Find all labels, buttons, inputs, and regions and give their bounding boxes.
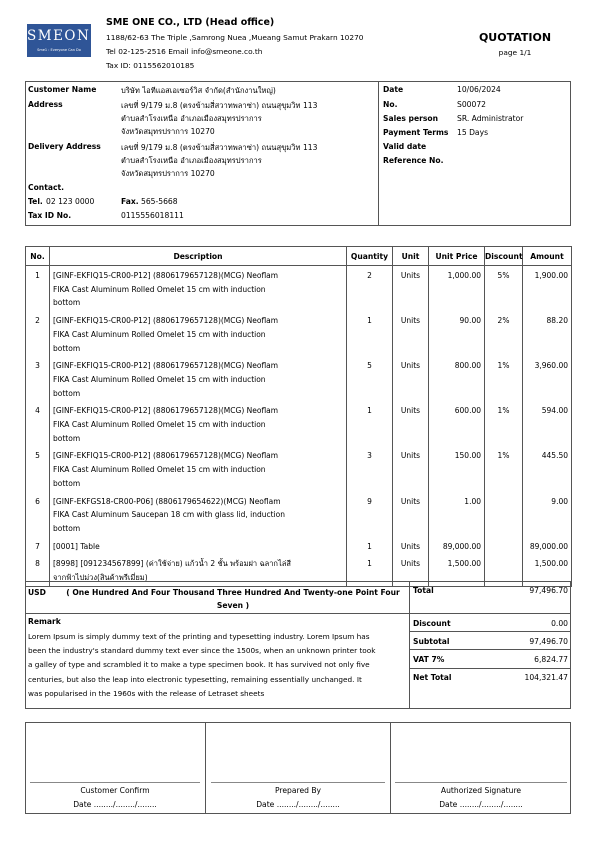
description-line: bottom bbox=[53, 343, 81, 353]
remark-text bbox=[28, 630, 375, 701]
sales-value: SR. Administrator bbox=[457, 114, 524, 123]
summary-line bbox=[409, 631, 571, 632]
row-unit-price: 90.00 bbox=[429, 311, 485, 356]
company-contact: Tel 02-125-2516 Email info@smeone.co.th bbox=[106, 47, 263, 56]
sales-label: Sales person bbox=[383, 114, 438, 123]
row-unit-price: 1,500.00 bbox=[429, 554, 485, 586]
row-unit: Units bbox=[393, 537, 429, 555]
taxid-value: 0115556018111 bbox=[121, 211, 184, 220]
row-no: 7 bbox=[26, 537, 50, 555]
row-no: 2 bbox=[26, 311, 50, 356]
contact-label: Contact. bbox=[28, 183, 64, 192]
company-name: SME ONE CO., LTD (Head office) bbox=[106, 17, 275, 28]
table-row bbox=[26, 446, 572, 491]
terms-label: Payment Terms bbox=[383, 128, 449, 137]
description-line: [GINF-EKFIQ15-CR00-P12] (8806179657128)(MCG) Neoflam bbox=[53, 316, 279, 326]
row-unit-price: 800.00 bbox=[429, 356, 485, 401]
row-discount bbox=[485, 537, 523, 555]
row-unit: Units bbox=[393, 554, 429, 586]
company-logo bbox=[27, 24, 102, 57]
authorized-signature-label: Authorized Signature bbox=[440, 786, 522, 795]
row-unit-price: 1.00 bbox=[429, 492, 485, 537]
logo-tagline: Sme1 : Everyone Can Do bbox=[37, 48, 81, 52]
taxid-label: Tax ID No. bbox=[28, 211, 72, 220]
row-amount: 88.20 bbox=[523, 311, 572, 356]
column-header: Unit bbox=[393, 247, 429, 266]
remark-line: Lorem Ipsum is simply dummy text of the printing and typesetting industry. Lorem Ipsum has bbox=[28, 632, 370, 641]
row-description bbox=[50, 492, 347, 537]
valid-label: Valid date bbox=[383, 142, 427, 151]
row-unit: Units bbox=[393, 446, 429, 491]
authorized-date-line: Date ......../......../........ bbox=[439, 800, 523, 809]
row-amount: 594.00 bbox=[523, 401, 572, 446]
document-title: QUOTATION bbox=[478, 31, 552, 44]
row-unit: Units bbox=[393, 311, 429, 356]
description-line: [GINF-EKFGS18-CR00-P06] (8806179654622)(MCG) Neoflam bbox=[53, 496, 281, 506]
row-discount: 1% bbox=[485, 401, 523, 446]
row-description bbox=[50, 446, 347, 491]
description-line: FIKA Cast Aluminum Rolled Omelet 15 cm with induction bbox=[53, 284, 266, 294]
description-line: [GINF-EKFIQ15-CR00-P12] (8806179657128)(MCG) Neoflam bbox=[53, 406, 279, 416]
summary-line bbox=[409, 668, 571, 669]
row-description bbox=[50, 311, 347, 356]
row-discount: 5% bbox=[485, 266, 523, 312]
row-description bbox=[50, 266, 347, 312]
description-line: [GINF-EKFIQ15-CR00-P12] (8806179657128)(MCG) Neoflam bbox=[53, 361, 279, 371]
company-address: 1188/62-63 The Triple ,Samrong Nuea ,Mueang Samut Prakarn 10270 bbox=[106, 33, 364, 42]
row-description bbox=[50, 356, 347, 401]
currency-label: USD bbox=[28, 588, 46, 597]
description-line: bottom bbox=[53, 388, 81, 398]
row-discount: 2% bbox=[485, 311, 523, 356]
row-quantity: 1 bbox=[347, 537, 393, 555]
row-no: 6 bbox=[26, 492, 50, 537]
description-line: FIKA Cast Aluminum Rolled Omelet 15 cm with induction bbox=[53, 374, 266, 384]
row-quantity: 5 bbox=[347, 356, 393, 401]
total-value: 97,496.70 bbox=[529, 586, 568, 595]
table-row bbox=[26, 401, 572, 446]
row-unit: Units bbox=[393, 356, 429, 401]
delivery-line: เลขที่ 9/179 ม.8 (ตรงข้ามสี่สวาทพลาซ่า) ถนนสุขุมวิท 113 bbox=[121, 143, 318, 152]
description-line: [0001] Table bbox=[53, 541, 100, 551]
remark-line: centuries, but also the leap into electronic typesetting, remaining essentially unchanged. It bbox=[28, 674, 362, 684]
row-no: 1 bbox=[26, 266, 50, 312]
doc-no-label: No. bbox=[383, 100, 398, 109]
row-amount: 1,900.00 bbox=[523, 266, 572, 312]
address-line: จังหวัดสมุทรปราการ 10270 bbox=[121, 127, 215, 136]
remark-line: been the industry's standard dummy text ever since the 1500s, when an unknown printer took bbox=[28, 646, 376, 656]
row-amount: 9.00 bbox=[523, 492, 572, 537]
description-line: [8998] [091234567899] (ค่าใช้จ่าย) แก้วน้ำ 2 ชั้น พร้อมฝา ฉลากไล่สี bbox=[53, 559, 291, 569]
tel-value: 02 123 0000 bbox=[46, 197, 95, 206]
discount-label: Discount bbox=[413, 619, 451, 628]
row-amount: 445.50 bbox=[523, 446, 572, 491]
date-value: 10/06/2024 bbox=[457, 85, 501, 94]
row-description bbox=[50, 537, 347, 555]
address-line: ตำบลสำโรงเหนือ อำเภอเมืองสมุทรปราการ bbox=[121, 114, 262, 123]
description-line: bottom bbox=[53, 433, 81, 443]
table-row bbox=[26, 537, 572, 555]
prepared-by-label: Prepared By bbox=[274, 786, 322, 795]
row-quantity: 1 bbox=[347, 554, 393, 586]
subtotal-label: Subtotal bbox=[413, 637, 450, 646]
table-row bbox=[26, 311, 572, 356]
table-row bbox=[26, 356, 572, 401]
customer-name-label: Customer Name bbox=[28, 85, 97, 94]
column-header: No. bbox=[26, 247, 50, 266]
column-header: Discount bbox=[485, 247, 523, 266]
row-discount bbox=[485, 492, 523, 537]
delivery-line: ตำบลสำโรงเหนือ อำเภอเมืองสมุทรปราการ bbox=[121, 156, 262, 165]
table-row bbox=[26, 266, 572, 312]
row-quantity: 1 bbox=[347, 401, 393, 446]
signature-line bbox=[395, 782, 567, 783]
row-amount: 1,500.00 bbox=[523, 554, 572, 586]
amount-in-words: ( One Hundred And Four Thousand Three Hundred And Twenty-one Point Four bbox=[66, 588, 400, 597]
row-no: 4 bbox=[26, 401, 50, 446]
customer-confirm-label: Customer Confirm bbox=[80, 786, 150, 795]
row-no: 5 bbox=[26, 446, 50, 491]
vat-value: 6,824.77 bbox=[534, 655, 568, 664]
row-unit: Units bbox=[393, 401, 429, 446]
terms-value: 15 Days bbox=[457, 128, 489, 137]
logo-text: SMEONE bbox=[27, 28, 102, 44]
row-unit-price: 89,000.00 bbox=[429, 537, 485, 555]
discount-value: 0.00 bbox=[551, 619, 568, 628]
row-unit: Units bbox=[393, 492, 429, 537]
description-line: bottom bbox=[53, 298, 81, 308]
description-line: bottom bbox=[53, 523, 81, 533]
signature-line bbox=[211, 782, 385, 783]
doc-no-value: S00072 bbox=[457, 100, 486, 109]
description-line: bottom bbox=[53, 478, 81, 488]
description-line: จากฟ้าไปม่วง(สินค้าพรีเมี่ยม) bbox=[53, 573, 148, 583]
description-line: FIKA Cast Aluminum Rolled Omelet 15 cm with induction bbox=[53, 420, 266, 430]
column-header: Amount bbox=[523, 247, 572, 266]
row-unit-price: 150.00 bbox=[429, 446, 485, 491]
description-line: FIKA Cast Aluminum Rolled Omelet 15 cm with induction bbox=[53, 465, 266, 475]
address-line: เลขที่ 9/179 ม.8 (ตรงข้ามสี่สวาทพลาซ่า) ถนนสุขุมวิท 113 bbox=[121, 101, 318, 110]
row-discount: 1% bbox=[485, 446, 523, 491]
column-header: Description bbox=[50, 247, 347, 266]
row-quantity: 3 bbox=[347, 446, 393, 491]
remark-label: Remark bbox=[28, 617, 61, 626]
row-unit-price: 1,000.00 bbox=[429, 266, 485, 312]
row-discount: 1% bbox=[485, 356, 523, 401]
vat-label: VAT 7% bbox=[413, 655, 445, 664]
row-quantity: 1 bbox=[347, 311, 393, 356]
tel-label: Tel. bbox=[28, 197, 43, 206]
table-row bbox=[26, 492, 572, 537]
table-header-row bbox=[26, 247, 572, 266]
fax-label: Fax. bbox=[121, 197, 139, 206]
prepared-date-line: Date ......../......../........ bbox=[256, 800, 340, 809]
info-divider bbox=[378, 81, 379, 226]
fax-value: 565-5668 bbox=[141, 197, 178, 206]
customer-date-line: Date ......../......../........ bbox=[73, 800, 157, 809]
company-tax-id: Tax ID: 0115562010185 bbox=[106, 61, 195, 70]
row-unit: Units bbox=[393, 266, 429, 312]
subtotal-value: 97,496.70 bbox=[529, 637, 568, 646]
total-label: Total bbox=[413, 586, 434, 595]
column-header: Unit Price bbox=[429, 247, 485, 266]
row-unit-price: 600.00 bbox=[429, 401, 485, 446]
delivery-line: จังหวัดสมุทรปราการ 10270 bbox=[121, 169, 215, 178]
reference-label: Reference No. bbox=[383, 156, 444, 165]
row-amount: 3,960.00 bbox=[523, 356, 572, 401]
customer-name: บริษัท ไอทีแอสเอเซอร์วิส จำกัด(สำนักงานใหญ่) bbox=[121, 86, 276, 95]
delivery-label: Delivery Address bbox=[28, 142, 101, 151]
row-amount: 89,000.00 bbox=[523, 537, 572, 555]
amount-in-words: Seven ) bbox=[216, 601, 250, 610]
date-label: Date bbox=[383, 85, 404, 94]
remark-line: was popularised in the 1960s with the release of Letraset sheets bbox=[28, 688, 265, 698]
row-no: 8 bbox=[26, 554, 50, 586]
remark-line: a galley of type and scrambled it to make a type specimen book. It has survived not only five bbox=[28, 660, 370, 670]
summary-line bbox=[409, 649, 571, 650]
row-description bbox=[50, 401, 347, 446]
address-label: Address bbox=[28, 100, 63, 109]
items-table bbox=[25, 246, 572, 587]
description-line: [GINF-EKFIQ15-CR00-P12] (8806179657128)(MCG) Neoflam bbox=[53, 271, 279, 280]
signature-line bbox=[30, 782, 200, 783]
net-total-label: Net Total bbox=[413, 673, 452, 682]
column-header: Quantity bbox=[347, 247, 393, 266]
row-no: 3 bbox=[26, 356, 50, 401]
description-line: FIKA Cast Aluminum Saucepan 18 cm with glass lid, induction bbox=[53, 510, 286, 520]
description-line: FIKA Cast Aluminum Rolled Omelet 15 cm with induction bbox=[53, 329, 266, 339]
page-number: page 1/1 bbox=[498, 48, 532, 57]
description-line: [GINF-EKFIQ15-CR00-P12] (8806179657128)(MCG) Neoflam bbox=[53, 451, 279, 461]
net-total-value: 104,321.47 bbox=[524, 673, 568, 682]
row-quantity: 9 bbox=[347, 492, 393, 537]
row-quantity: 2 bbox=[347, 266, 393, 312]
